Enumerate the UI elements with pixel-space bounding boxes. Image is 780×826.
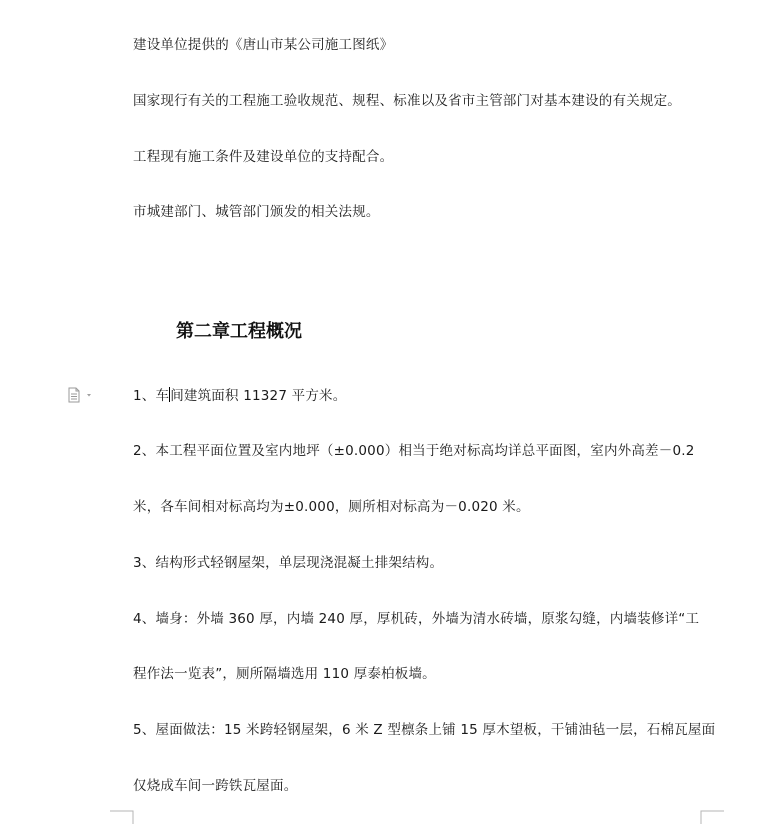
- overview-item-1-text: 间建筑面积 11327 平方米。: [170, 388, 347, 404]
- basis-item-4: 市城建部门、城管部门颁发的相关法规。: [133, 204, 380, 220]
- overview-item-4-line-1: 4、墙身：外墙 360 厚，内墙 240 厚，厚机砖，外墙为清水砖墙，原浆勾缝，内墙装修详“工: [133, 611, 700, 627]
- overview-item-2-line-2: 米，各车间相对标高均为±0.000，厕所相对标高为－0.020 米。: [133, 499, 530, 515]
- overview-item-1-prefix: 1、车: [133, 388, 170, 404]
- overview-item-1: [133, 387, 346, 405]
- overview-item-3: 3、结构形式轻钢屋架，单层现浇混凝土排架结构。: [133, 555, 444, 571]
- overview-item-5-line-2: 仅烧成车间一跨铁瓦屋面。: [133, 778, 298, 794]
- overview-item-2-line-1: 2、本工程平面位置及室内地坪（±0.000）相当于绝对标高均详总平面图，室内外高差－0.2: [133, 443, 695, 459]
- basis-item-2: 国家现行有关的工程施工验收规范、规程、标准以及省市主管部门对基本建设的有关规定。: [133, 93, 681, 109]
- chapter-title: 第二章工程概况: [176, 321, 302, 342]
- document-icon: [66, 386, 96, 404]
- overview-item-4-line-2: 程作法一览表”，厕所隔墙选用 110 厚泰柏板墙。: [133, 666, 436, 682]
- overview-item-5-line-1: 5、屋面做法：15 米跨轻钢屋架，6 米 Z 型檩条上铺 15 厚木望板，干铺油毡一层，石棉瓦屋面: [133, 722, 716, 738]
- basis-item-1: 建设单位提供的《唐山市某公司施工图纸》: [133, 37, 394, 53]
- margin-corner-mark-left: [110, 810, 134, 824]
- chevron-down-icon: [87, 394, 91, 397]
- margin-corner-mark-right: [700, 810, 724, 824]
- basis-item-3: 工程现有施工条件及建设单位的支持配合。: [133, 149, 394, 165]
- paragraph-settings-button[interactable]: [66, 386, 96, 404]
